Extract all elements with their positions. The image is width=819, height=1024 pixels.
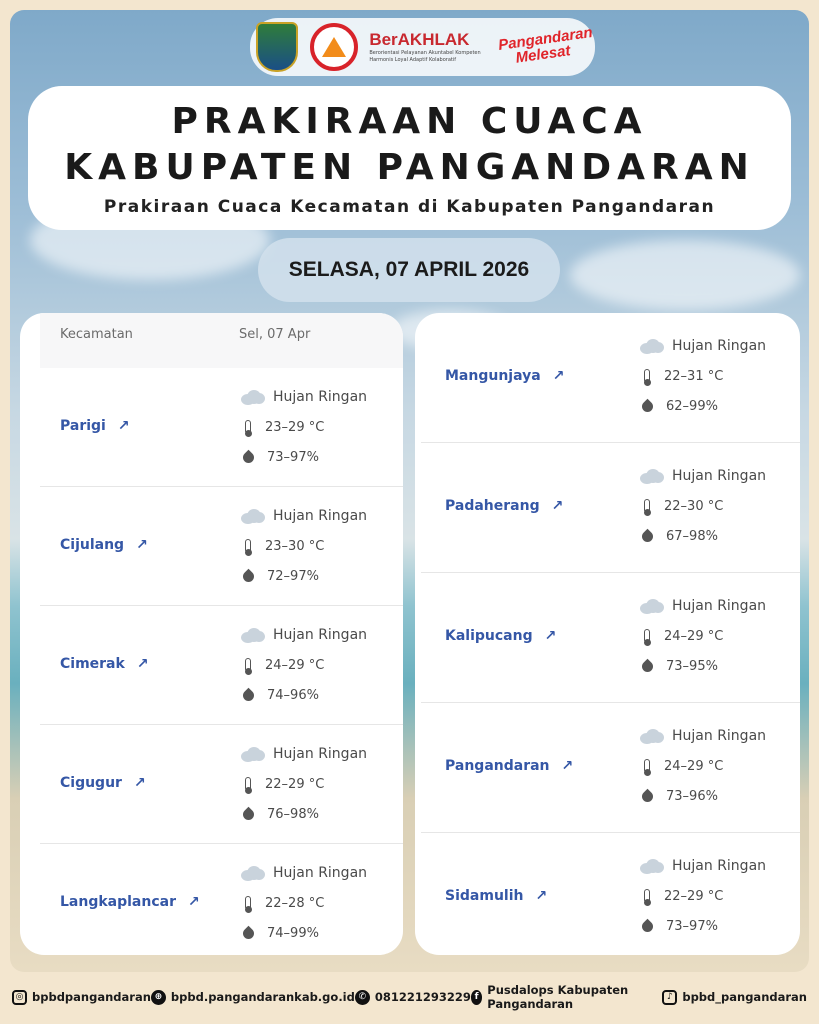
whatsapp-number: 081221293229 (374, 990, 471, 1004)
tiktok-icon: ♪ (662, 990, 677, 1005)
humidity-range: 74–99% (267, 925, 319, 941)
droplet-icon (241, 806, 257, 822)
arrow-up-right-icon: ↗ (552, 368, 565, 384)
forecast-row (421, 703, 800, 833)
arrow-up-right-icon: ↗ (535, 888, 548, 904)
col-kecamatan: Kecamatan (60, 327, 133, 342)
rain-cloud-icon (638, 598, 664, 614)
kecamatan-link[interactable] (445, 888, 547, 904)
arrow-up-right-icon: ↗ (551, 498, 564, 514)
temperature-range: 24–29 °C (664, 758, 724, 774)
rain-cloud-icon (239, 389, 265, 405)
kecamatan-link[interactable] (60, 894, 200, 910)
rain-cloud-icon (239, 627, 265, 643)
rain-cloud-icon (638, 338, 664, 354)
arrow-up-right-icon: ↗ (117, 417, 130, 434)
thermometer-icon (644, 369, 650, 383)
thermometer-icon (245, 539, 251, 553)
droplet-icon (640, 788, 656, 804)
temperature-range: 23–29 °C (265, 419, 325, 435)
footer-facebook[interactable] (471, 983, 662, 1011)
whatsapp-icon: ✆ (355, 990, 370, 1005)
logo-bar (250, 18, 595, 76)
thermometer-icon (245, 658, 251, 672)
weather-condition: Hujan Ringan (672, 468, 767, 484)
thermometer-icon (644, 759, 650, 773)
temperature-range: 22–29 °C (664, 888, 724, 904)
weather-block (638, 591, 766, 681)
temperature-range: 24–29 °C (265, 657, 325, 673)
weather-block (638, 721, 766, 811)
humidity-range: 73–96% (666, 788, 718, 804)
weather-block (638, 461, 766, 551)
arrow-up-right-icon: ↗ (561, 758, 574, 774)
humidity-range: 76–98% (267, 806, 319, 822)
weather-condition: Hujan Ringan (273, 389, 368, 405)
weather-condition: Hujan Ringan (672, 728, 767, 744)
kecamatan-name: Sidamulih (445, 888, 524, 904)
subtitle: Prakiraan Cuaca Kecamatan di Kabupaten Pangandaran (103, 197, 716, 217)
kecamatan-link[interactable] (60, 656, 149, 672)
kecamatan-name: Kalipucang (445, 628, 533, 644)
humidity-range: 73–97% (267, 449, 319, 465)
rain-cloud-icon (638, 728, 664, 744)
globe-icon: ⊕ (151, 990, 166, 1005)
facebook-icon: f (471, 990, 482, 1005)
rain-cloud-icon (239, 746, 265, 762)
kecamatan-link[interactable] (60, 418, 130, 434)
kecamatan-name: Parigi (60, 417, 106, 434)
arrow-up-right-icon: ↗ (136, 655, 149, 672)
weather-block (239, 501, 367, 591)
arrow-up-right-icon: ↗ (544, 628, 557, 644)
thermometer-icon (644, 499, 650, 513)
humidity-range: 62–99% (666, 398, 718, 414)
thermometer-icon (644, 629, 650, 643)
weather-condition: Hujan Ringan (672, 598, 767, 614)
forecast-row (40, 606, 403, 725)
weather-block (239, 858, 367, 948)
footer-tiktok[interactable] (662, 990, 807, 1005)
kecamatan-link[interactable] (445, 498, 563, 514)
pangandaran-melesat-logo: Pangandaran Melesat (497, 23, 594, 67)
footer-whatsapp[interactable] (355, 990, 471, 1005)
kecamatan-link[interactable] (445, 628, 556, 644)
thermometer-icon (245, 777, 251, 791)
forecast-row (40, 368, 403, 487)
arrow-up-right-icon: ↗ (188, 893, 200, 910)
weather-condition: Hujan Ringan (273, 865, 368, 881)
weather-condition: Hujan Ringan (273, 746, 368, 762)
berakhlak-sub2: Harmonis Loyal Adaptif Kolaboratif (369, 57, 456, 63)
temperature-range: 23–30 °C (265, 538, 325, 554)
kecamatan-name: Padaherang (445, 498, 540, 514)
instagram-icon: ◎ (12, 990, 27, 1005)
thermometer-icon (644, 889, 650, 903)
kecamatan-link[interactable] (445, 758, 573, 774)
table-header (40, 313, 403, 368)
arrow-up-right-icon: ↗ (136, 536, 148, 553)
temperature-range: 22–30 °C (664, 498, 724, 514)
forecast-panel-left (20, 313, 403, 955)
forecast-row (421, 573, 800, 703)
kecamatan-link[interactable] (445, 368, 564, 384)
tiktok-handle: bpbd_pangandaran (682, 990, 807, 1004)
kecamatan-name: Pangandaran (445, 758, 550, 774)
rain-cloud-icon (638, 468, 664, 484)
col-date: Sel, 07 Apr (239, 327, 311, 342)
weather-condition: Hujan Ringan (273, 627, 368, 643)
kecamatan-name: Cijulang (60, 536, 125, 553)
temperature-range: 22–31 °C (664, 368, 724, 384)
droplet-icon (640, 528, 656, 544)
forecast-row (40, 844, 403, 955)
temperature-range: 22–28 °C (265, 895, 325, 911)
kecamatan-link[interactable] (60, 537, 148, 553)
weather-block (638, 331, 766, 421)
kecamatan-name: Cigugur (60, 774, 122, 791)
weather-block (239, 382, 367, 472)
weather-block (239, 739, 367, 829)
kecamatan-name: Langkaplancar (60, 893, 176, 910)
humidity-range: 73–95% (666, 658, 718, 674)
droplet-icon (241, 449, 257, 465)
temperature-range: 22–29 °C (265, 776, 325, 792)
title-line-2: KABUPATEN PANGANDARAN (64, 147, 755, 188)
forecast-row (40, 725, 403, 844)
rain-cloud-icon (239, 865, 265, 881)
berakhlak-title: BerAKHLAK (369, 30, 470, 49)
weather-block (638, 851, 766, 941)
rain-cloud-icon (239, 508, 265, 524)
thermometer-icon (245, 420, 251, 434)
kecamatan-name: Mangunjaya (445, 368, 541, 384)
forecast-row (421, 833, 800, 955)
facebook-page: Pusdalops Kabupaten Pangandaran (487, 983, 629, 1011)
weather-condition: Hujan Ringan (672, 338, 767, 354)
forecast-row (421, 443, 800, 573)
droplet-icon (241, 925, 257, 941)
kecamatan-name: Cimerak (60, 655, 125, 672)
kecamatan-link[interactable] (60, 775, 146, 791)
forecast-row (421, 313, 800, 443)
humidity-range: 72–97% (267, 568, 319, 584)
forecast-row (40, 487, 403, 606)
weather-condition: Hujan Ringan (273, 508, 368, 524)
footer-website[interactable] (151, 990, 355, 1005)
berakhlak-sub1: Berorientasi Pelayanan Akuntabel Kompeten (369, 50, 481, 56)
humidity-range: 74–96% (267, 687, 319, 703)
date-pill: SELASA, 07 APRIL 2026 (258, 238, 560, 302)
thermometer-icon (245, 896, 251, 910)
title-line-1: PRAKIRAAN CUACA (171, 101, 648, 142)
footer-instagram[interactable] (12, 990, 151, 1005)
temperature-range: 24–29 °C (664, 628, 724, 644)
humidity-range: 73–97% (666, 918, 718, 934)
website-url: bpbd.pangandarankab.go.id (170, 990, 355, 1004)
instagram-handle: bpbdpangandaran (32, 990, 151, 1004)
title-card (28, 86, 791, 230)
droplet-icon (640, 918, 656, 934)
rain-cloud-icon (638, 858, 664, 874)
humidity-range: 67–98% (666, 528, 718, 544)
droplet-icon (640, 658, 656, 674)
droplet-icon (640, 398, 656, 414)
droplet-icon (241, 687, 257, 703)
kabupaten-pangandaran-emblem (256, 22, 298, 72)
berakhlak-logo (369, 30, 487, 64)
footer (0, 982, 819, 1012)
droplet-icon (241, 568, 257, 584)
forecast-panel-right (415, 313, 800, 955)
weather-condition: Hujan Ringan (672, 858, 767, 874)
weather-block (239, 620, 367, 710)
bnpb-logo (310, 23, 358, 71)
arrow-up-right-icon: ↗ (133, 774, 146, 791)
